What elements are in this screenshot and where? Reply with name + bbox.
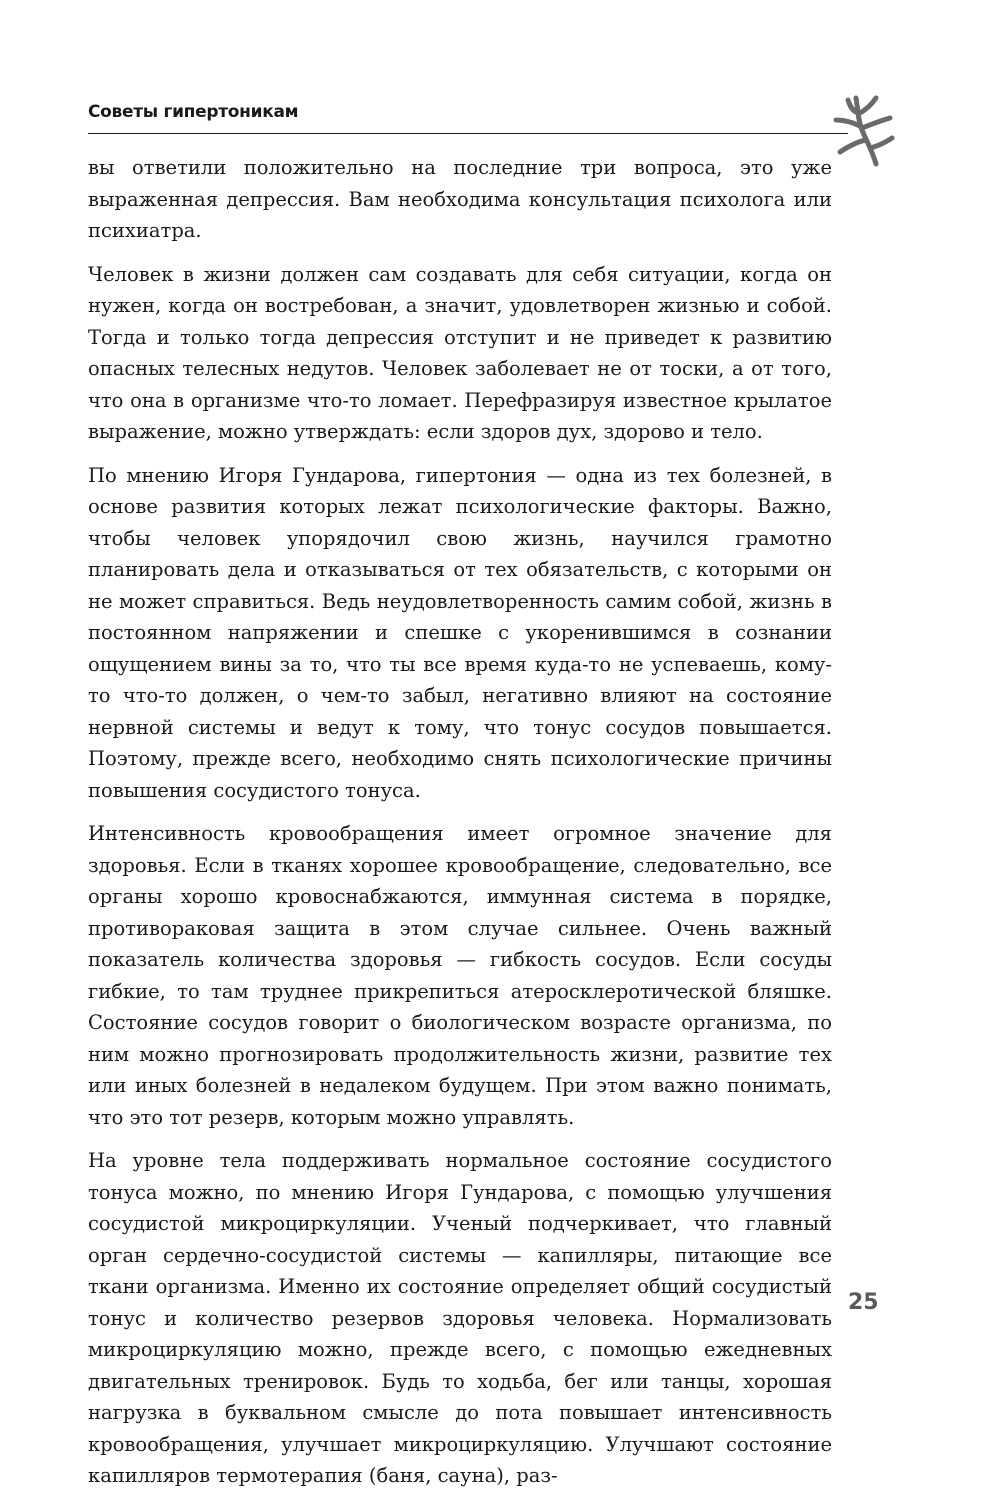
header-rule [88, 133, 848, 134]
page-number: 25 [848, 1290, 879, 1315]
running-head-title: Советы гипертоникам [88, 102, 299, 122]
paragraph: Человек в жизни должен сам создавать для себя ситуации, когда он нужен, когда он востребован, а значит, удовлетворен жизнью и собой. Тогда и только тогда депрессия отступит и не приведет к развитию опасных телесных недутов. Человек заболевает не от тоски, а от того, что она в организме что-то ломает. Перефразируя известное крылатое выражение, можно утверждать: если здоров дух, здорово и тело. [88, 262, 832, 443]
paragraph: На уровне тела поддерживать нормальное состояние сосудистого тонуса можно, по мнению Игоря Гундарова, с помощью улучшения сосудистой микроциркуляции. Ученый подчеркивает, что главный орган сердечно-сосудистой системы — капилляры, питающие все ткани организма. Именно их состояние определяет общий сосудистый тонус и количество резервов здоровья человека. Нормализовать микроциркуляцию можно, прежде всего, с помощью ежедневных двигательных тренировок. Будь то ходьба, бег или танцы, хорошая нагрузка в буквальном смысле до пота повышает интенсивность кровообращения, улучшает микроциркуляцию. Улучшают состояние капилляров термотерапия (баня, сауна), раз- [88, 1149, 832, 1487]
branch-ornament-icon [832, 90, 896, 170]
paragraph: Интенсивность кровообращения имеет огромное значение для здоровья. Если в тканях хорошее кровообращение, следовательно, все органы хорошо кровоснабжаются, иммунная система в порядке, противораковая защита в этом случае сильнее. Очень важный показатель количества здоровья — гибкость сосудов. Если сосуды гибкие, то там труднее прикрепиться атеросклеротической бляшке. Состояние сосудов говорит о биологическом возрасте организма, по ним можно прогнозировать продолжительность жизни, развитие тех или иных болезней в недалеком будущем. При этом важно понимать, что это тот резерв, которым можно управлять. [88, 822, 832, 1129]
paragraph: По мнению Игоря Гундарова, гипертония — одна из тех болезней, в основе развития которых лежат психологические факторы. Важно, чтобы человек упорядочил свою жизнь, научился грамотно планировать дела и отказываться от тех обязательств, с которыми он не может справиться. Ведь неудовлетворенность самим собой, жизнь в постоянном напряжении и спешке с укоренившимся в сознании ощущением вины за то, что ты все время куда-то не успеваешь, кому-то что-то должен, о чем-то забыл, негативно влияют на состояние нервной системы и ведут к тому, что тонус сосудов повышается. Поэтому, прежде всего, необходимо снять психологические причины повышения сосудистого тонуса. [88, 463, 832, 802]
body-text [88, 152, 832, 1504]
paragraph: вы ответили положительно на последние три вопроса, это уже выраженная депрессия. Вам необходима консультация психолога или психиатра. [88, 156, 832, 242]
